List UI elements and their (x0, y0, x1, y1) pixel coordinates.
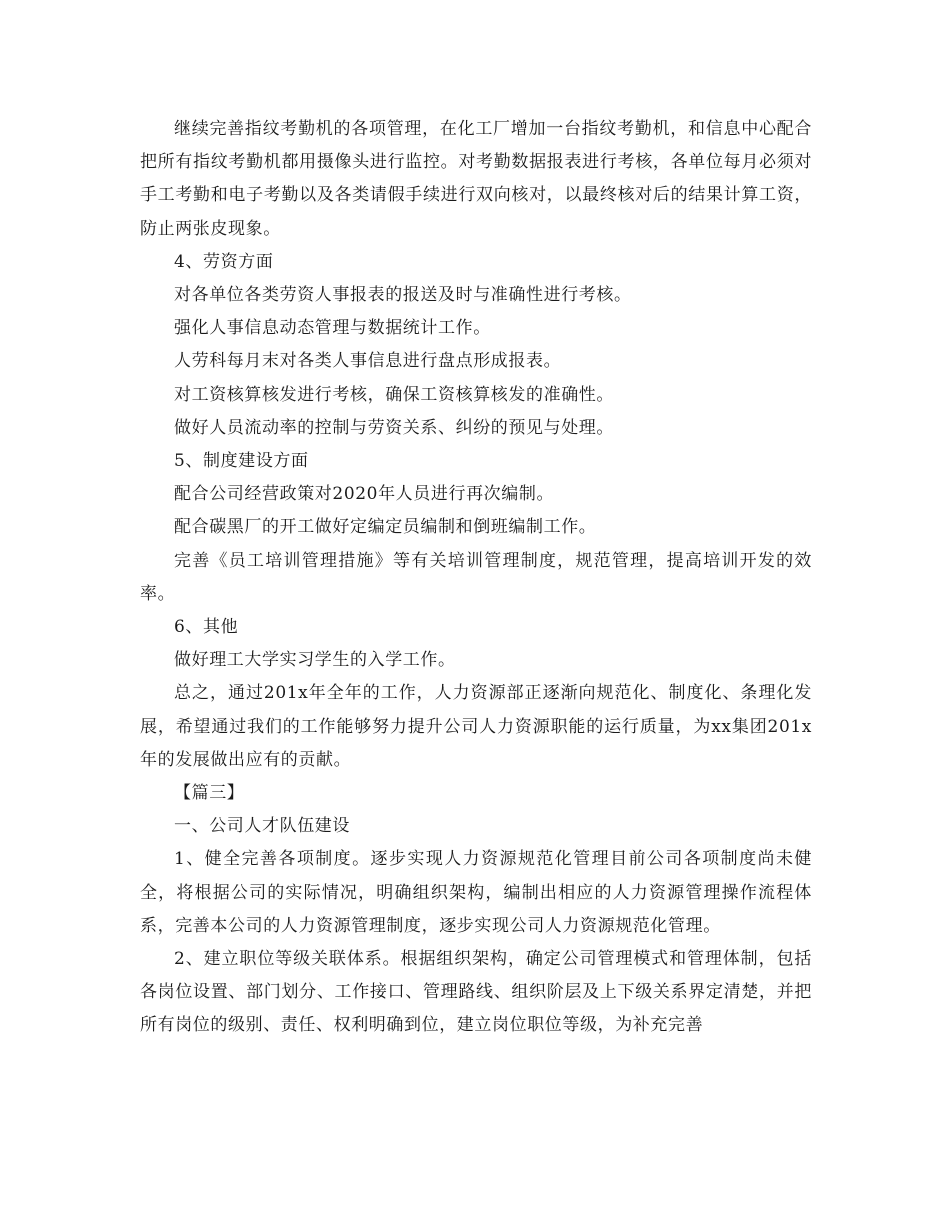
heading-system-building: 5、制度建设方面 (174, 451, 309, 472)
paragraph-interns: 做好理工大学实习学生的入学工作。 (174, 650, 456, 671)
paragraph-training-rules: 完善《员工培训管理措施》等有关培训管理制度，规范管理，提高培训开发的效率。 (140, 550, 812, 604)
paragraph-staffing-2020: 配合公司经营政策对2020年人员进行再次编制。 (174, 484, 555, 505)
heading-labor: 4、劳资方面 (174, 251, 274, 272)
paragraph-turnover: 做好人员流动率的控制与劳资关系、纠纷的预见与处理。 (174, 417, 614, 438)
paragraph-summary: 总之，通过201x年全年的工作，人力资源部正逐渐向规范化、制度化、条理化发展，希望通过我们的工作能够努力提升公司人力资源职能的运行质量，为xx集团201x年的发展做出应有的贡献。 (140, 683, 812, 770)
heading-talent-team: 一、公司人才队伍建设 (174, 816, 350, 837)
document-body (140, 113, 812, 1043)
paragraph-attendance: 继续完善指纹考勤机的各项管理，在化工厂增加一台指纹考勤机，和信息中心配合把所有指纹考勤机都用摄像头进行监控。对考勤数据报表进行考核，各单位每月必须对手工考勤和电子考勤以及各类请假手续进行双向核对，以最终核对后的结果计算工资，防止两张皮现象。 (140, 119, 812, 239)
paragraph-labor-reports: 对各单位各类劳资人事报表的报送及时与准确性进行考核。 (174, 285, 632, 306)
paragraph-carbon-black: 配合碳黑厂的开工做好定编定员编制和倒班编制工作。 (174, 517, 597, 538)
paragraph-payroll-check: 对工资核算核发进行考核，确保工资核算核发的准确性。 (174, 384, 614, 405)
heading-other: 6、其他 (174, 617, 239, 638)
paragraph-systems: 1、健全完善各项制度。逐步实现人力资源规范化管理目前公司各项制度尚未健全，将根据公司的实际情况，明确组织架构，编制出相应的人力资源管理操作流程体系，完善本公司的人力资源管理制度，逐步实现公司人力资源规范化管理。 (140, 849, 812, 936)
paragraph-hr-info: 强化人事信息动态管理与数据统计工作。 (174, 318, 491, 339)
paragraph-position-levels: 2、建立职位等级关联体系。根据组织架构，确定公司管理模式和管理体制，包括各岗位设置、部门划分、工作接口、管理路线、组织阶层及上下级关系界定清楚，并把所有岗位的级别、责任、权利明确到位，建立岗位职位等级，为补充完善 (140, 949, 812, 1036)
paragraph-monthly-inventory: 人劳科每月末对各类人事信息进行盘点形成报表。 (174, 351, 562, 372)
section-title-part-three: 【篇三】 (174, 783, 245, 804)
